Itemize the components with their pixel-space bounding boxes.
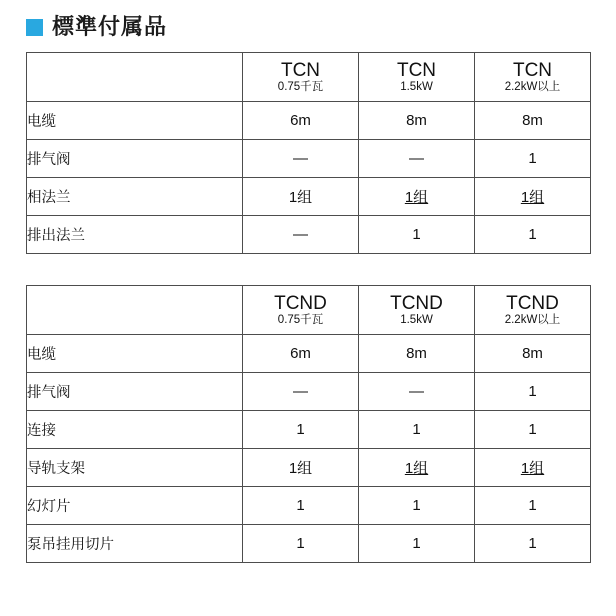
row-value (243, 449, 359, 487)
row-value (475, 335, 591, 373)
cell-text: — (293, 383, 308, 400)
page-title-text: 標準付属品 (52, 14, 168, 39)
cell-text: 1 (296, 497, 305, 514)
table-row (27, 487, 591, 525)
row-value (475, 102, 591, 140)
row-value (243, 216, 359, 254)
cell-text: 1组 (404, 189, 429, 206)
column-header-tcnd-22 (475, 286, 591, 335)
row-value (243, 487, 359, 525)
row-value (359, 411, 475, 449)
cell-text: 1 (296, 421, 305, 438)
row-value (475, 487, 591, 525)
cell-text: 1组 (288, 460, 313, 477)
row-value (475, 373, 591, 411)
tcn-table-container (0, 52, 616, 254)
row-value (475, 525, 591, 563)
table-row (27, 216, 591, 254)
row-value (359, 102, 475, 140)
row-value (243, 102, 359, 140)
row-label: 排出法兰 (27, 216, 243, 254)
row-value (359, 525, 475, 563)
cell-text: — (293, 226, 308, 243)
column-header-tcnd-075 (243, 286, 359, 335)
column-header-name: TCND (506, 292, 559, 314)
table-row (27, 525, 591, 563)
cell-text: 1 (528, 383, 537, 400)
column-header-name: TCND (274, 292, 327, 314)
row-value (475, 178, 591, 216)
row-value (359, 178, 475, 216)
column-header-sub: 0.75千瓦 (277, 81, 324, 94)
cell-text: 6m (290, 112, 311, 129)
row-value (243, 178, 359, 216)
table-row (27, 335, 591, 373)
row-label: 连接 (27, 411, 243, 449)
column-header-name: TCN (512, 59, 553, 81)
table-row (27, 411, 591, 449)
row-value (243, 335, 359, 373)
row-label: 排气阀 (27, 140, 243, 178)
column-header-tcn-15 (359, 53, 475, 102)
cell-text: 1 (528, 150, 537, 167)
cell-text: 1组 (404, 460, 429, 477)
row-value (359, 335, 475, 373)
cell-text: 1 (412, 226, 421, 243)
row-value (243, 140, 359, 178)
row-label: 幻灯片 (27, 487, 243, 525)
table-row (27, 373, 591, 411)
table-row (27, 102, 591, 140)
row-label: 排气阀 (27, 373, 243, 411)
cell-text: 8m (406, 112, 427, 129)
cell-text: 8m (406, 345, 427, 362)
row-label: 电缆 (27, 335, 243, 373)
column-header-name: TCND (390, 292, 443, 314)
cell-text: 1 (528, 421, 537, 438)
table-row (27, 178, 591, 216)
table-header-row (27, 53, 591, 102)
column-header-sub: 1.5kW (400, 314, 433, 327)
square-bullet-icon (26, 19, 43, 36)
cell-text: 1 (528, 535, 537, 552)
row-label: 相法兰 (27, 178, 243, 216)
column-header-sub: 1.5kW (400, 81, 433, 94)
cell-text: 8m (522, 112, 543, 129)
cell-text: 1 (528, 497, 537, 514)
tcnd-table-container (0, 285, 616, 563)
cell-text: — (293, 150, 308, 167)
page-title (0, 0, 616, 38)
column-header-name: TCN (396, 59, 437, 81)
row-value (475, 449, 591, 487)
table-row (27, 140, 591, 178)
cell-text: 1组 (520, 460, 545, 477)
cell-text: 1组 (288, 189, 313, 206)
cell-text: 8m (522, 345, 543, 362)
row-value (475, 411, 591, 449)
row-value (359, 140, 475, 178)
tcn-accessories-table (26, 52, 591, 254)
cell-text: 1 (296, 535, 305, 552)
row-label: 导轨支架 (27, 449, 243, 487)
tcnd-accessories-table (26, 285, 591, 563)
table-corner-cell (27, 53, 243, 102)
cell-text: — (409, 150, 424, 167)
cell-text: 1 (412, 497, 421, 514)
row-value (475, 216, 591, 254)
column-header-tcn-075 (243, 53, 359, 102)
cell-text: 1 (528, 226, 537, 243)
cell-text: 6m (290, 345, 311, 362)
cell-text: 1 (412, 421, 421, 438)
row-label: 泵吊挂用切片 (27, 525, 243, 563)
row-value (359, 216, 475, 254)
row-value (243, 373, 359, 411)
table-row (27, 449, 591, 487)
table-corner-cell (27, 286, 243, 335)
row-value (359, 373, 475, 411)
column-header-tcnd-15 (359, 286, 475, 335)
column-header-sub: 2.2kW以上 (504, 314, 561, 327)
row-value (243, 525, 359, 563)
row-value (359, 449, 475, 487)
row-value (243, 411, 359, 449)
column-header-sub: 2.2kW以上 (504, 81, 561, 94)
column-header-name: TCN (280, 59, 321, 81)
column-header-sub: 0.75千瓦 (277, 314, 324, 327)
cell-text: — (409, 383, 424, 400)
row-value (359, 487, 475, 525)
row-value (475, 140, 591, 178)
table-header-row (27, 286, 591, 335)
cell-text: 1 (412, 535, 421, 552)
row-label: 电缆 (27, 102, 243, 140)
column-header-tcn-22 (475, 53, 591, 102)
cell-text: 1组 (520, 189, 545, 206)
